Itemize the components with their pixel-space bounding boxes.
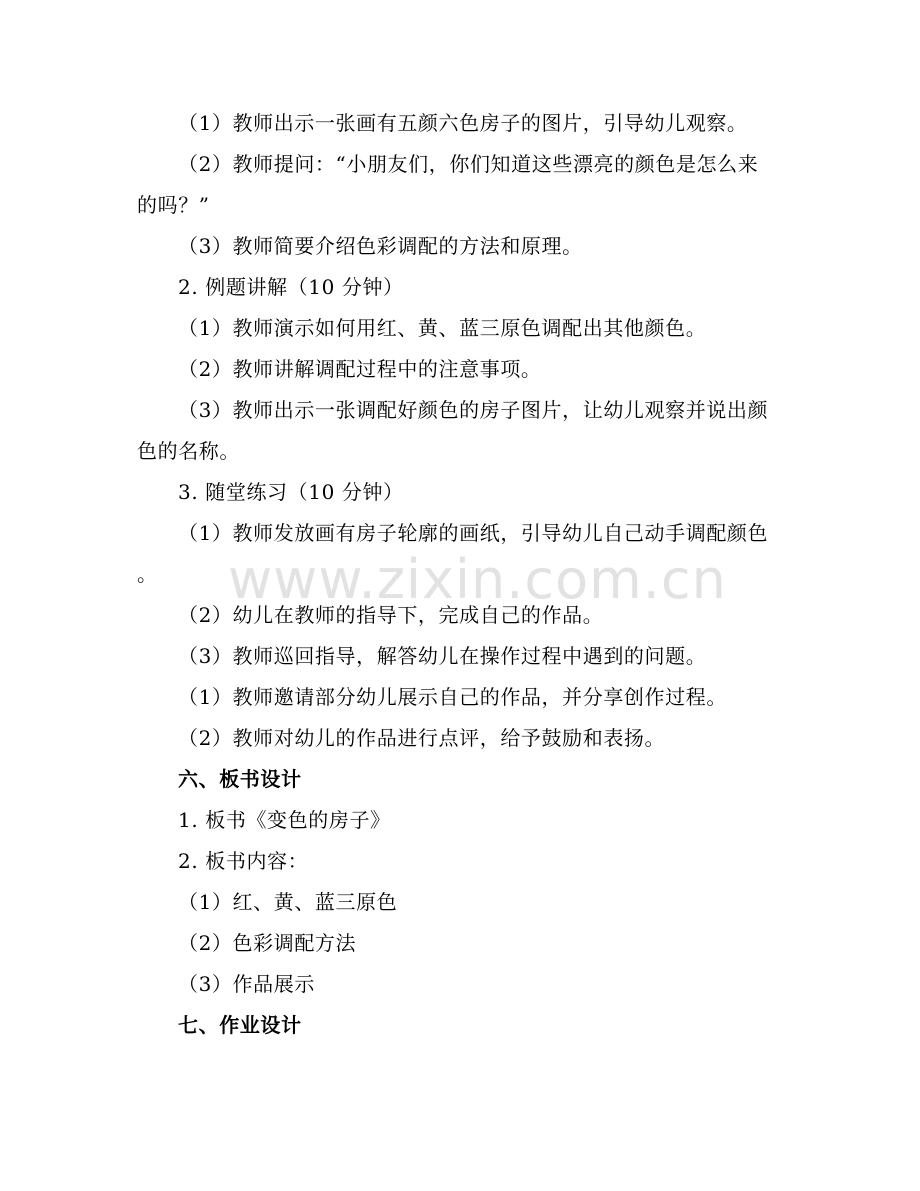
paragraph-line: （3）作品展示 — [178, 972, 315, 996]
chapter-heading: 六、板书设计 — [178, 767, 302, 791]
paragraph-line: 的吗？” — [137, 193, 210, 217]
watermark-text: www.zixin.com.cn — [228, 548, 727, 611]
paragraph-line: 色的名称。 — [137, 439, 240, 463]
paragraph-line: （3）教师出示一张调配好颜色的房子图片，让幼儿观察并说出颜 — [178, 398, 769, 422]
paragraph-line: （2）幼儿在教师的指导下，完成自己的作品。 — [178, 603, 604, 627]
paragraph-line: 1. 板书《变色的房子》 — [178, 808, 391, 832]
paragraph-line: （1）教师出示一张画有五颜六色房子的图片，引导幼儿观察。 — [178, 111, 748, 135]
paragraph-line: （3）教师巡回指导，解答幼儿在操作过程中遇到的问题。 — [178, 644, 707, 668]
section-heading: 2. 例题讲解（10 分钟） — [178, 275, 404, 299]
paragraph-line: （2）教师对幼儿的作品进行点评，给予鼓励和表扬。 — [178, 726, 666, 750]
paragraph-line: （3）教师简要介绍色彩调配的方法和原理。 — [178, 234, 583, 258]
paragraph-line: （1）教师邀请部分幼儿展示自己的作品，并分享创作过程。 — [178, 685, 727, 709]
paragraph-line: （2）色彩调配方法 — [178, 931, 357, 955]
section-heading: 3. 随堂练习（10 分钟） — [178, 480, 404, 504]
paragraph-line: （1）教师演示如何用红、黄、蓝三原色调配出其他颜色。 — [178, 316, 707, 340]
paragraph-line: （2）教师提问：“小朋友们，你们知道这些漂亮的颜色是怎么来 — [178, 152, 759, 176]
paragraph-line: 。 — [137, 562, 158, 586]
paragraph-line: （1）红、黄、蓝三原色 — [178, 890, 398, 914]
paragraph-line: 2. 板书内容： — [178, 849, 309, 873]
paragraph-line: （2）教师讲解调配过程中的注意事项。 — [178, 357, 542, 381]
chapter-heading: 七、作业设计 — [178, 1013, 302, 1037]
paragraph-line: （1）教师发放画有房子轮廓的画纸，引导幼儿自己动手调配颜色 — [178, 521, 769, 545]
